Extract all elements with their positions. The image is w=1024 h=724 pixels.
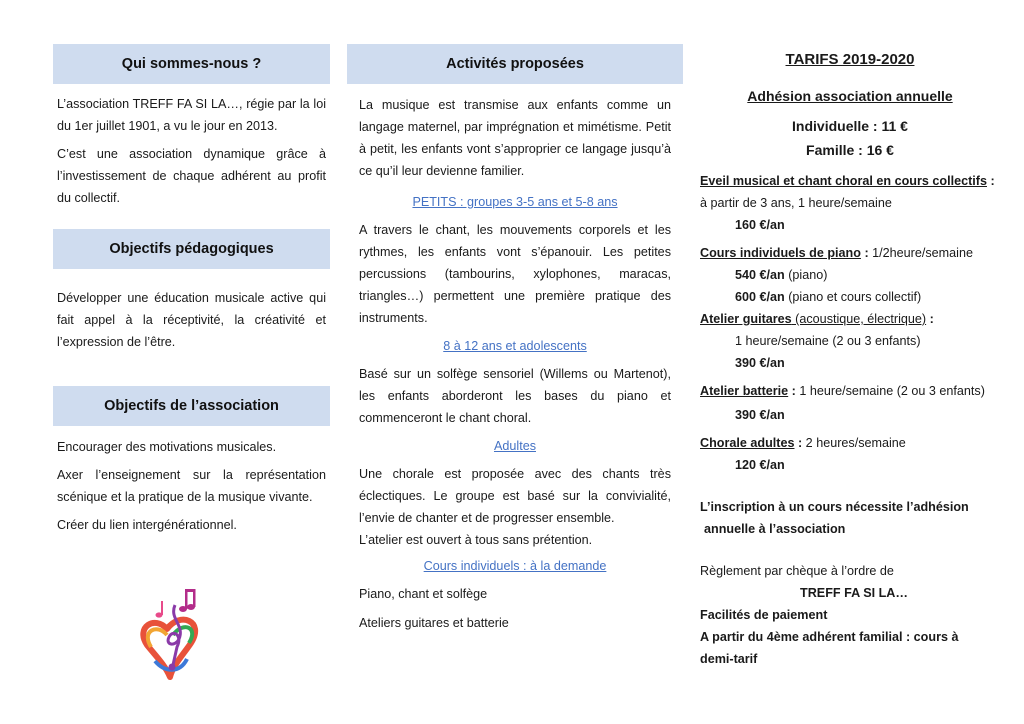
chorale-heading: Chorale adultes : 2 heures/semaine [700,436,906,450]
section-header-objectifs-association: Objectifs de l’association [53,386,330,426]
paragraph: La musique est transmise aux enfants comme un langage maternel, par imprégnation et mimétisme. Petit à petit, les enfants vont s’approprier ce langage jusqu’à ce qu’il leur devienne familier. [359,98,671,178]
eveil-heading: Eveil musical et chant choral en cours collectifs : [700,174,995,188]
inscription-note-line1: L’inscription à un cours nécessite l’adhésion [700,500,969,514]
paragraph: Ateliers guitares et batterie [359,616,509,630]
subheading-petits: PETITS : groupes 3-5 ans et 5-8 ans [412,195,618,209]
section-header-activites: Activités proposées [347,44,683,84]
eveil-desc: à partir de 3 ans, 1 heure/semaine [700,196,892,210]
paragraph: L’atelier est ouvert à tous sans prétention. [359,533,593,547]
paragraph: Encourager des motivations musicales. [57,440,277,454]
batterie-price: 390 €/an [735,408,785,422]
paragraph: Créer du lien intergénérationnel. [57,518,237,532]
paragraph: Développer une éducation musicale active qui fait appel à la réceptivité, la créativité et l’expression de l’être. [57,291,326,349]
paragraph: A travers le chant, les mouvements corporels et les rythmes, les enfants vont s’épanouir. Les petites percussions (tambourins, xylophones, maracas, triangles…) permettent une première pratique des instruments. [359,223,671,325]
paragraph: Une chorale est proposée avec des chants très éclectiques. Le groupe est basé sur la convivialité, l’envie de chanter et de progresser ensemble. [359,467,671,525]
adhesion-individuelle: Individuelle : 11 € [792,118,908,134]
batterie-heading: Atelier batterie : 1 heure/semaine (2 ou 3 enfants) [700,384,985,398]
facilites-paiement: Facilités de paiement [700,608,828,622]
column-presentation [53,44,330,536]
inscription-note-line2: annuelle à l’association [704,522,846,536]
column-activites [347,44,683,634]
paragraph: Piano, chant et solfège [359,587,488,601]
column-tarifs [700,48,1000,670]
guitar-desc: 1 heure/semaine (2 ou 3 enfants) [735,334,921,348]
piano-heading: Cours individuels de piano : 1/2heure/semaine [700,246,973,260]
subheading-8-12-ans: 8 à 12 ans et adolescents [443,339,587,353]
reglement-text: Règlement par chèque à l’ordre de [700,564,894,578]
section-header-objectifs-pedagogiques: Objectifs pédagogiques [53,229,330,269]
guitar-heading: Atelier guitares (acoustique, électrique) : [700,312,934,326]
chorale-price: 120 €/an [735,458,785,472]
paragraph: Axer l’enseignement sur la représentation scénique et la pratique de la musique vivante. [57,468,326,504]
demi-tarif-line1: A partir du 4ème adhérent familial : cours à [700,630,959,644]
piano-price-1: 540 €/an (piano) [735,268,828,282]
demi-tarif-line2: demi-tarif [700,652,758,666]
music-notes-logo [125,585,225,685]
paragraph: Basé sur un solfège sensoriel (Willems ou Martenot), les enfants aborderont les bases du piano et commenceront le chant choral. [359,367,671,425]
section-header-qui-sommes-nous: Qui sommes-nous ? [53,44,330,84]
tarifs-title: TARIFS 2019-2020 [785,51,915,68]
treff-name: TREFF FA SI LA… [800,586,908,600]
piano-price-2: 600 €/an (piano et cours collectif) [735,290,922,304]
adhesion-famille: Famille : 16 € [806,142,894,158]
guitar-price: 390 €/an [735,356,785,370]
paragraph: L’association TREFF FA SI LA…, régie par la loi du 1er juillet 1901, a vu le jour en 2013. [57,97,326,133]
subheading-cours-individuels: Cours individuels : à la demande [423,559,607,573]
subheading-adultes: Adultes [493,439,536,453]
paragraph: C’est une association dynamique grâce à l’investissement de chaque adhérent au profit du collectif. [57,147,326,205]
eveil-price: 160 €/an [735,218,785,232]
adhesion-heading: Adhésion association annuelle [747,88,953,104]
